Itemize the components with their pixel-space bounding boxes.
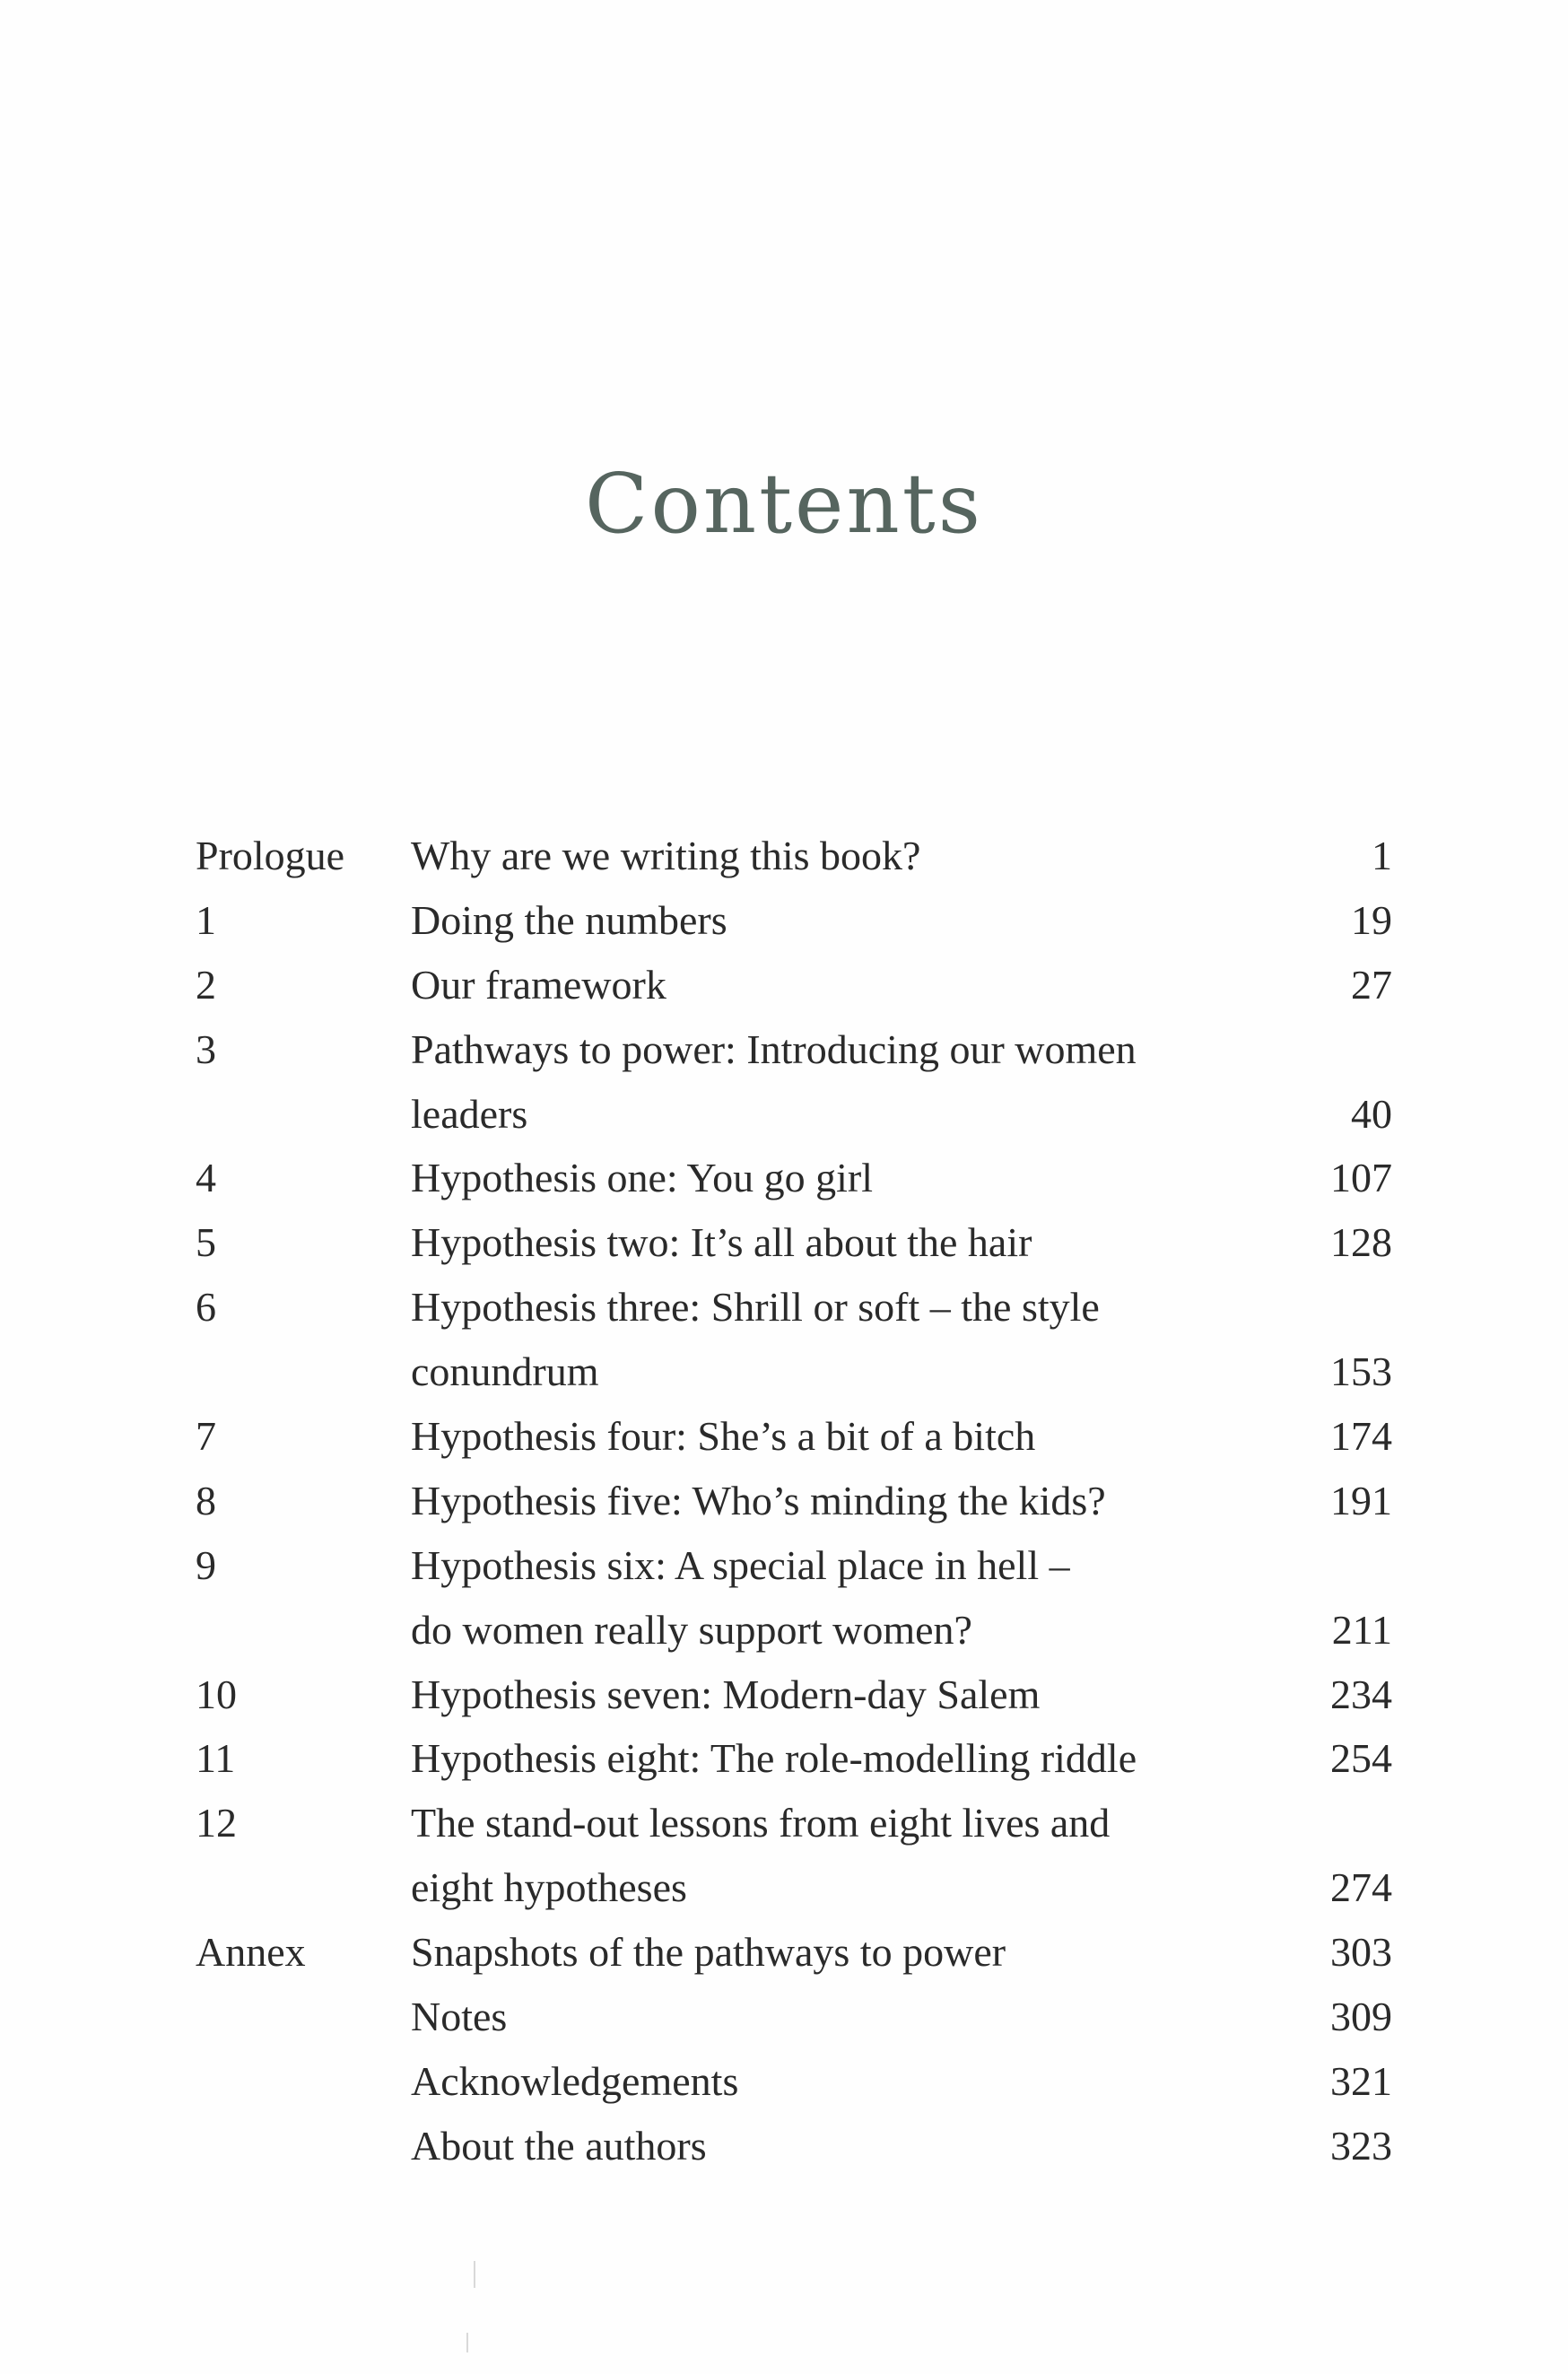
toc-entry-page: 274 [1330, 1864, 1392, 1911]
toc-entry-label [196, 1598, 411, 1663]
toc-entry [196, 1275, 1392, 1340]
toc-entry-page: 1 [1372, 833, 1392, 878]
toc-entry [196, 1533, 1392, 1598]
toc-entry-label: 2 [196, 961, 216, 1008]
toc-entry [196, 888, 1392, 953]
toc-entry [196, 1726, 1392, 1791]
page-title: Contents [585, 455, 983, 552]
toc-entry-label: Annex [196, 1929, 306, 1976]
toc-entry-page: 309 [1330, 1994, 1392, 2040]
toc-entry-page: 19 [1351, 896, 1392, 943]
toc-entry-page: 321 [1330, 2057, 1392, 2104]
toc-entry-title: Hypothesis eight: The role-modelling riddle [411, 1735, 1137, 1782]
toc-entry [196, 1210, 1392, 1275]
toc-entry-continuation [196, 1082, 1392, 1147]
toc-entry-page: 40 [1351, 1090, 1392, 1137]
toc-entry [196, 1920, 1392, 1985]
toc-entry-page: 174 [1330, 1413, 1392, 1460]
scan-artifact [474, 2261, 475, 2288]
toc-entry [196, 1791, 1392, 1855]
toc-entry-label: 5 [196, 1219, 216, 1266]
toc-entry-page: 153 [1330, 1348, 1392, 1395]
toc-entry-page [1267, 1275, 1392, 1340]
toc-entry-page: 191 [1330, 1477, 1392, 1523]
table-of-contents [196, 824, 1392, 2178]
toc-entry [196, 2049, 1392, 2114]
toc-entry-continuation [196, 1855, 1392, 1920]
toc-entry-page: 323 [1330, 2122, 1392, 2169]
toc-entry-title: Why are we writing this book? [411, 833, 921, 878]
toc-entry-title: Snapshots of the pathways to power [411, 1929, 1006, 1976]
toc-entry-title: Hypothesis three: Shrill or soft – the style [411, 1284, 1100, 1331]
toc-entry-page: 303 [1330, 1929, 1392, 1976]
toc-entry-title: leaders [411, 1090, 528, 1137]
toc-entry-label [196, 2114, 411, 2178]
toc-entry-label: 6 [196, 1284, 216, 1331]
toc-entry-label: 11 [196, 1735, 236, 1782]
toc-entry-label: 10 [196, 1671, 237, 1717]
toc-entry [196, 2114, 1392, 2178]
toc-entry [196, 1017, 1392, 1082]
toc-entry-title: Hypothesis five: Who’s minding the kids? [411, 1477, 1106, 1523]
toc-entry [196, 1146, 1392, 1210]
toc-entry-label [196, 1855, 411, 1920]
toc-entry-label: Prologue [196, 833, 345, 878]
toc-entry [196, 953, 1392, 1017]
toc-entry-page: 27 [1351, 961, 1392, 1008]
toc-entry-title: Our framework [411, 961, 666, 1008]
toc-entry-label: 1 [196, 896, 216, 943]
toc-entry-title: eight hypotheses [411, 1864, 687, 1911]
toc-entry-title: Acknowledgements [411, 2057, 739, 2104]
toc-entry-page [1267, 1017, 1392, 1082]
toc-entry-page [1267, 1791, 1392, 1855]
toc-entry-title: do women really support women? [411, 1606, 972, 1653]
scan-artifact [466, 2333, 468, 2352]
toc-entry-page: 107 [1330, 1155, 1392, 1201]
toc-entry-title: The stand-out lessons from eight lives and [411, 1800, 1111, 1846]
toc-entry-continuation [196, 1598, 1392, 1663]
toc-entry [196, 1663, 1392, 1727]
toc-entry-label [196, 1340, 411, 1404]
toc-entry-continuation [196, 1340, 1392, 1404]
toc-entry-label: 8 [196, 1477, 216, 1523]
toc-entry-title: Doing the numbers [411, 896, 727, 943]
toc-entry-page: 234 [1330, 1671, 1392, 1717]
toc-entry-title: About the authors [411, 2122, 707, 2169]
toc-entry-page [1267, 1533, 1392, 1598]
toc-entry [196, 1469, 1392, 1533]
toc-entry-page: 211 [1331, 1606, 1392, 1653]
toc-entry-label: 7 [196, 1413, 216, 1460]
toc-entry-title: Hypothesis six: A special place in hell – [411, 1541, 1070, 1588]
toc-entry-label [196, 1082, 411, 1147]
toc-entry [196, 824, 1392, 888]
toc-entry [196, 1404, 1392, 1469]
toc-entry-title: Hypothesis two: It’s all about the hair [411, 1219, 1032, 1266]
toc-entry-label: 4 [196, 1155, 216, 1201]
toc-entry-page: 254 [1330, 1735, 1392, 1782]
toc-entry-label: 12 [196, 1800, 237, 1846]
toc-entry-label: 3 [196, 1026, 216, 1072]
toc-entry-title: Hypothesis one: You go girl [411, 1155, 873, 1201]
toc-entry-page: 128 [1330, 1219, 1392, 1266]
toc-entry-label: 9 [196, 1541, 216, 1588]
toc-entry [196, 1985, 1392, 2049]
toc-entry-title: Notes [411, 1994, 508, 2040]
toc-entry-title: conundrum [411, 1348, 599, 1395]
toc-entry-label [196, 1985, 411, 2049]
toc-entry-title: Hypothesis seven: Modern-day Salem [411, 1671, 1041, 1717]
toc-entry-title: Hypothesis four: She’s a bit of a bitch [411, 1413, 1036, 1460]
toc-entry-title: Pathways to power: Introducing our women [411, 1026, 1137, 1072]
toc-entry-label [196, 2049, 411, 2114]
